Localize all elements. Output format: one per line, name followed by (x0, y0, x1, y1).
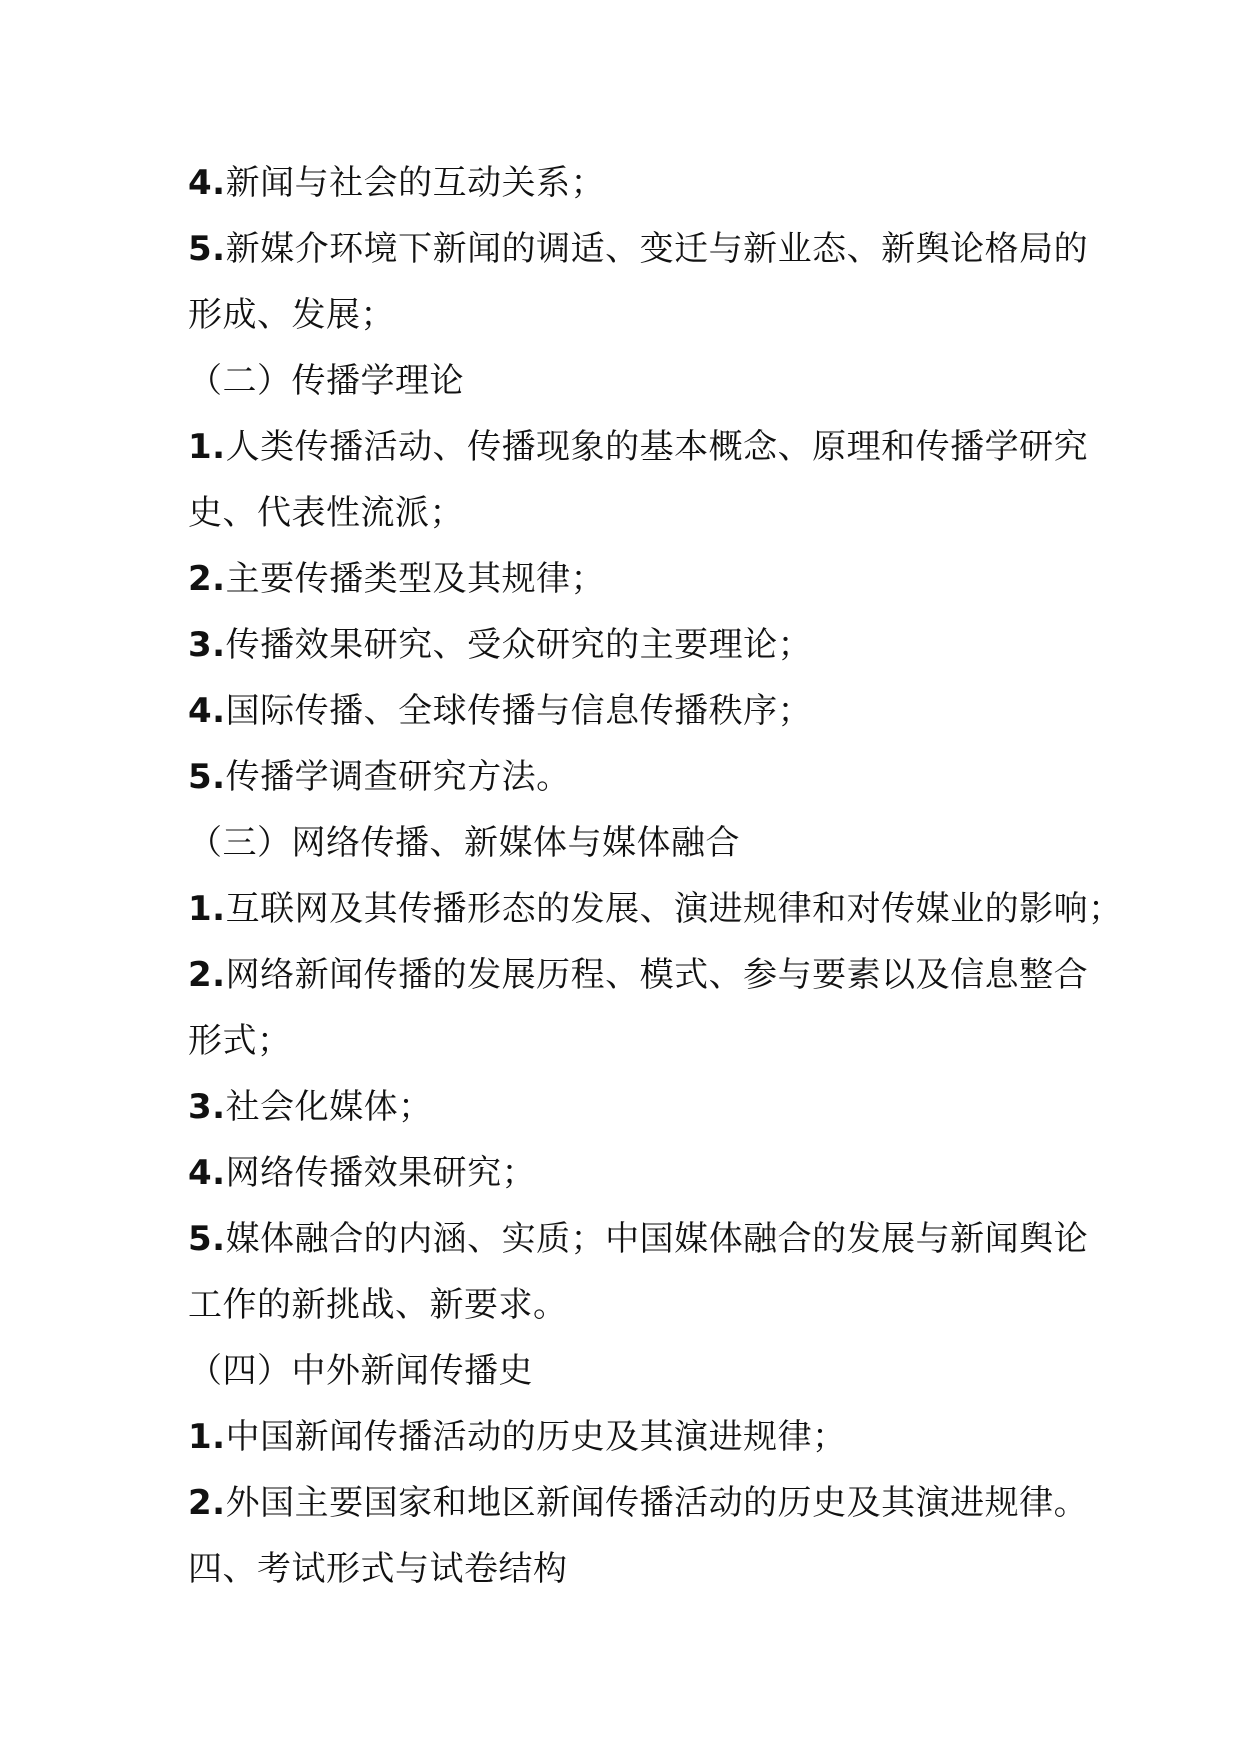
list-item: 4.网络传播效果研究； (188, 1153, 537, 1193)
list-item: 5.新媒介环境下新闻的调适、变迁与新业态、新舆论格局的 (188, 229, 1089, 269)
list-item: 4.新闻与社会的互动关系； (188, 163, 606, 203)
list-item-continuation: 工作的新挑战、新要求。 (188, 1285, 568, 1325)
list-item: 5.传播学调查研究方法。 (188, 757, 571, 797)
list-item: 1.中国新闻传播活动的历史及其演进规律； (188, 1417, 847, 1457)
list-item: 3.社会化媒体； (188, 1087, 433, 1127)
list-item: 5.媒体融合的内涵、实质；中国媒体融合的发展与新闻舆论 (188, 1219, 1089, 1259)
chapter-heading: 四、考试形式与试卷结构 (188, 1549, 568, 1589)
list-item: 1.互联网及其传播形态的发展、演进规律和对传媒业的影响； (188, 889, 1123, 929)
list-item: 2.主要传播类型及其规律； (188, 559, 606, 599)
list-item-continuation: 史、代表性流派； (188, 493, 464, 533)
section-heading: （二）传播学理论 (188, 361, 464, 401)
list-item: 2.网络新闻传播的发展历程、模式、参与要素以及信息整合 (188, 955, 1089, 995)
list-item: 3.传播效果研究、受众研究的主要理论； (188, 625, 813, 665)
section-heading: （三）网络传播、新媒体与媒体融合 (188, 823, 740, 863)
list-item: 2.外国主要国家和地区新闻传播活动的历史及其演进规律。 (188, 1483, 1089, 1523)
document-body (188, 150, 1123, 1602)
list-item-continuation: 形成、发展； (188, 295, 395, 335)
section-heading: （四）中外新闻传播史 (188, 1351, 533, 1391)
list-item-continuation: 形式； (188, 1021, 292, 1061)
list-item: 4.国际传播、全球传播与信息传播秩序； (188, 691, 813, 731)
list-item: 1.人类传播活动、传播现象的基本概念、原理和传播学研究 (188, 427, 1089, 467)
